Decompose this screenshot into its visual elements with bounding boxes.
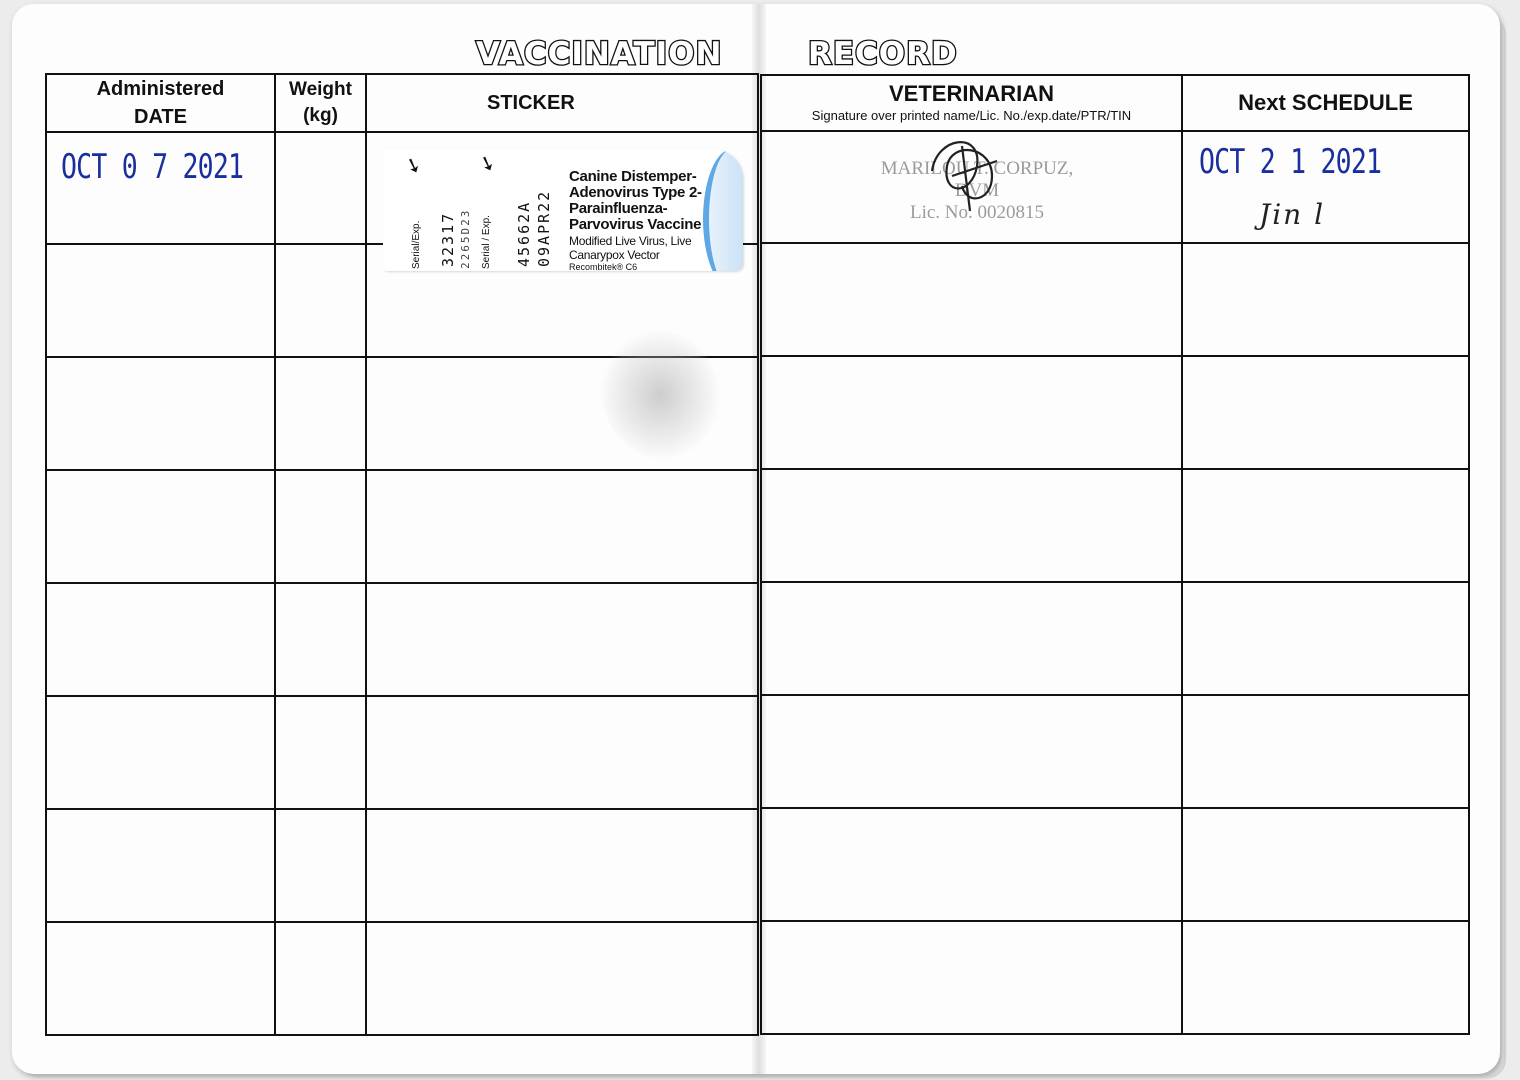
date-cell[interactable] (46, 244, 275, 357)
table-row (761, 808, 1469, 921)
next-schedule-cell[interactable] (1182, 808, 1469, 921)
arrow-down-right-icon: ➘ (401, 150, 426, 180)
vet-stamp-name: MARILOU T. CORPUZ, DVM (880, 158, 1074, 201)
handwritten-initials: Jin l (1259, 198, 1326, 231)
veterinarian-cell[interactable] (761, 695, 1182, 808)
sticker-cell[interactable] (366, 809, 758, 922)
expiry-date-2: 09APR22 (535, 189, 553, 267)
table-row (761, 695, 1469, 808)
arrow-down-right-icon: ➘ (475, 149, 500, 178)
table-row (761, 921, 1469, 1034)
vaccine-description: Modified Live Virus, Live Canarypox Vector (569, 234, 692, 262)
table-row (46, 696, 758, 809)
veterinarian-cell[interactable] (761, 243, 1182, 356)
table-row (761, 582, 1469, 695)
veterinarian-cell[interactable] (761, 356, 1182, 469)
weight-cell[interactable] (275, 922, 366, 1035)
next-schedule-cell[interactable] (1182, 243, 1469, 356)
weight-cell[interactable] (275, 809, 366, 922)
page-title (0, 36, 1520, 76)
right-record-table (760, 74, 1470, 1035)
next-schedule-stamp: OCT 2 1 2021 (1199, 142, 1382, 182)
header-date-line1: Administered (96, 78, 225, 100)
header-administered-date (46, 74, 275, 132)
date-stamp: OCT 0 7 2021 (61, 147, 244, 187)
date-cell[interactable] (46, 809, 275, 922)
vaccine-sticker (383, 149, 743, 271)
weight-cell[interactable] (275, 132, 366, 244)
header-vet-subtitle: Signature over printed name/Lic. No./exp.date/PTR/TIN (811, 108, 1132, 123)
date-cell[interactable] (46, 922, 275, 1035)
date-cell[interactable] (46, 696, 275, 809)
serial-number-1b: 2265D23 (459, 208, 472, 269)
table-row (46, 132, 758, 244)
vaccine-brand: Recombitek® C6 (569, 262, 638, 271)
date-cell[interactable] (46, 583, 275, 696)
next-schedule-cell[interactable] (1182, 582, 1469, 695)
table-row (761, 243, 1469, 356)
date-cell[interactable] (46, 357, 275, 470)
sticker-cell[interactable] (366, 132, 758, 271)
sticker-cell[interactable] (366, 470, 758, 583)
header-next-schedule: Next SCHEDULE (1182, 75, 1469, 131)
veterinarian-cell[interactable] (761, 808, 1182, 921)
table-row (46, 470, 758, 583)
table-row (761, 356, 1469, 469)
serial-number-1: 32317 (439, 211, 457, 267)
date-cell[interactable] (46, 132, 275, 244)
table-row (761, 469, 1469, 582)
weight-cell[interactable] (275, 583, 366, 696)
sticker-cell[interactable] (366, 696, 758, 809)
right-header-row (761, 75, 1469, 131)
serial-exp-label-1: Serial/Exp. (411, 220, 422, 269)
next-schedule-cell[interactable] (1182, 131, 1469, 243)
table-row (46, 583, 758, 696)
serial-exp-label-2: Serial / Exp. (481, 215, 492, 269)
header-veterinarian (761, 75, 1182, 131)
table-row (46, 922, 758, 1035)
title-word-vaccination: VACCINATION (476, 36, 723, 72)
veterinarian-cell[interactable] (761, 469, 1182, 582)
next-schedule-cell[interactable] (1182, 469, 1469, 582)
header-weight-line2: (kg) (303, 105, 338, 126)
vaccine-product-info (569, 169, 729, 271)
header-date-line2: DATE (134, 106, 187, 128)
left-header-row (46, 74, 758, 132)
weight-cell[interactable] (275, 357, 366, 470)
serial-number-2: 45662A (515, 200, 533, 267)
vet-signature (922, 126, 1012, 216)
table-row (761, 131, 1469, 243)
weight-cell[interactable] (275, 696, 366, 809)
next-schedule-cell[interactable] (1182, 356, 1469, 469)
sticker-cell[interactable] (366, 922, 758, 1035)
weight-cell[interactable] (275, 470, 366, 583)
date-cell[interactable] (46, 470, 275, 583)
vaccine-name: Canine Distemper-Adenovirus Type 2-Parainfluenza-Parvovirus Vaccine (569, 168, 702, 233)
veterinarian-cell[interactable] (761, 131, 1182, 243)
veterinarian-cell[interactable] (761, 921, 1182, 1034)
title-word-record: RECORD (808, 36, 958, 72)
vet-stamp-license: Lic. No. 0020815 (909, 202, 1045, 223)
sticker-cell[interactable] (366, 583, 758, 696)
veterinarian-cell[interactable] (761, 582, 1182, 695)
left-record-table (45, 73, 759, 1036)
header-vet-title: VETERINARIAN (888, 81, 1054, 106)
header-weight (275, 74, 366, 132)
next-schedule-cell[interactable] (1182, 921, 1469, 1034)
next-schedule-cell[interactable] (1182, 695, 1469, 808)
header-weight-line1: Weight (289, 79, 352, 100)
header-sticker: STICKER (366, 74, 758, 132)
table-row (46, 809, 758, 922)
weight-cell[interactable] (275, 244, 366, 357)
